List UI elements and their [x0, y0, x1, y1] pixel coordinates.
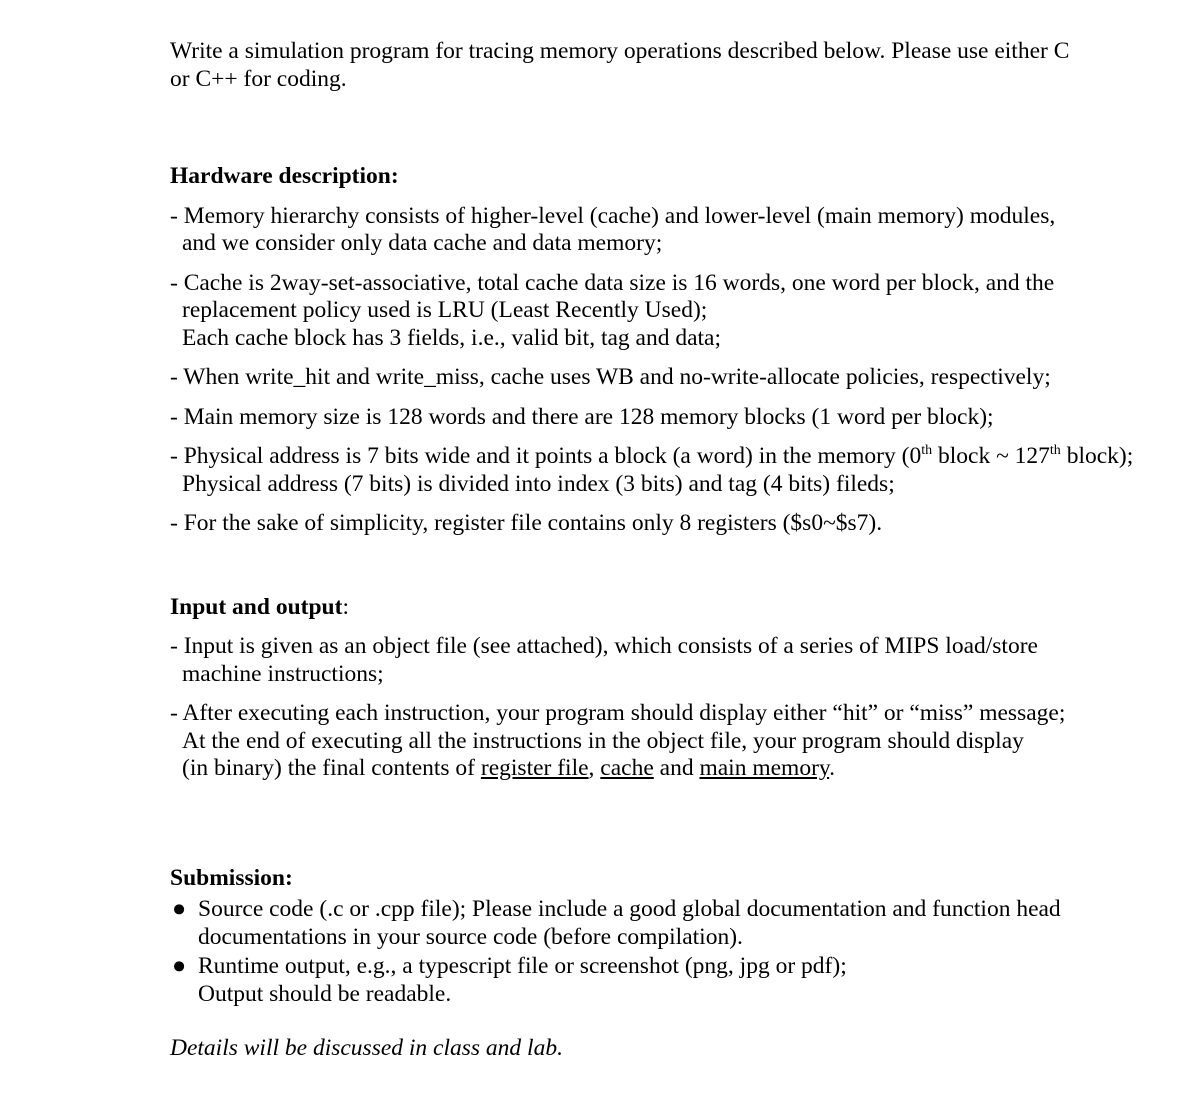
main-memory-term: main memory — [699, 755, 830, 781]
hardware-item-2-line-1: - Cache is 2way-set-associative, total cache data size is 16 words, one word per block, and the — [170, 269, 1055, 296]
hardware-item-2 — [170, 270, 1170, 353]
submission-item-2-line-1: Runtime output, e.g., a typescript file or screenshot (png, jpg or pdf); — [198, 953, 847, 979]
io-item-2-line-3 — [182, 755, 1170, 783]
hardware-item-1 — [170, 203, 1170, 258]
hardware-item-3 — [170, 364, 1170, 392]
hardware-item-5-line-2: Physical address (7 bits) is divided into index (3 bits) and tag (4 bits) fileds; — [182, 470, 895, 497]
ordinal-superscript: th — [921, 443, 933, 459]
hardware-heading: Hardware description: — [170, 163, 399, 189]
io-item-1-line-1: - Input is given as an object file (see attached), which consists of a series of MIPS load/store — [170, 633, 1038, 659]
cache-term: cache — [600, 755, 654, 781]
io-item-2-line-2: At the end of executing all the instructions in the object file, your program should display — [182, 727, 1024, 754]
hardware-item-3-line-1: - When write_hit and write_miss, cache uses WB and no-write-allocate policies, respectively; — [170, 364, 1051, 390]
hardware-item-1-line-2: and we consider only data cache and data memory; — [182, 230, 663, 256]
hardware-item-2-line-3: Each cache block has 3 fields, i.e., valid bit, tag and data; — [182, 324, 721, 351]
register-file-term: register file — [480, 755, 589, 781]
intro-line-1: Write a simulation program for tracing memory operations described below. Please use either C — [170, 38, 1070, 64]
list-item — [170, 953, 1170, 1008]
address-text-a: - Physical address is 7 bits wide and it points a block (a word) in the memory (0 — [170, 443, 922, 469]
bullet-icon: ● — [172, 953, 187, 979]
submission-item-1-line-1: Source code (.c or .cpp file); Please include a good global documentation and function head — [198, 896, 1061, 922]
address-text-c: block); — [1060, 443, 1134, 469]
bullet-icon: ● — [172, 896, 187, 922]
hardware-item-4 — [170, 404, 1170, 432]
document-page — [170, 38, 1170, 1063]
intro-line-2: or C++ for coding. — [170, 65, 347, 92]
separator: , — [588, 755, 601, 781]
hardware-item-4-line-1: - Main memory size is 128 words and there are 128 memory blocks (1 word per block); — [170, 403, 994, 430]
closing-note: Details will be discussed in class and lab. — [170, 1035, 563, 1061]
submission-list — [170, 896, 1170, 1008]
io-heading-colon: : — [342, 593, 349, 620]
list-item — [170, 896, 1170, 951]
hardware-item-1-line-1: - Memory hierarchy consists of higher-level (cache) and lower-level (main memory) modules, — [170, 202, 1056, 229]
submission-item-2-line-2: Output should be readable. — [198, 980, 452, 1007]
ordinal-superscript: th — [1049, 443, 1061, 459]
address-text-b: block ~ 127 — [932, 443, 1050, 469]
io-item-1-line-2: machine instructions; — [182, 660, 384, 687]
hardware-item-6 — [170, 510, 1170, 538]
submission-item-1-line-2: documentations in your source code (before compilation). — [198, 923, 743, 950]
io-item-2 — [170, 700, 1170, 783]
hardware-item-2-line-2: replacement policy used is LRU (Least Recently Used); — [182, 297, 708, 323]
io-item-2-line-1: - After executing each instruction, your program should display either “hit” or “miss” message; — [170, 700, 1066, 726]
separator: and — [653, 755, 700, 781]
period: . — [829, 755, 835, 781]
hardware-item-5-line-1 — [170, 443, 1133, 469]
intro-paragraph — [170, 38, 1170, 93]
hardware-item-6-line-1: - For the sake of simplicity, register file contains only 8 registers ($s0~$s7). — [170, 510, 883, 536]
io-item-1 — [170, 633, 1170, 688]
io-item-2-line-3-text: (in binary) the final contents of — [182, 755, 481, 781]
io-heading — [170, 594, 1170, 622]
hardware-item-5 — [170, 443, 1170, 498]
submission-heading: Submission: — [170, 864, 293, 891]
io-heading-text: Input and output — [170, 593, 343, 620]
